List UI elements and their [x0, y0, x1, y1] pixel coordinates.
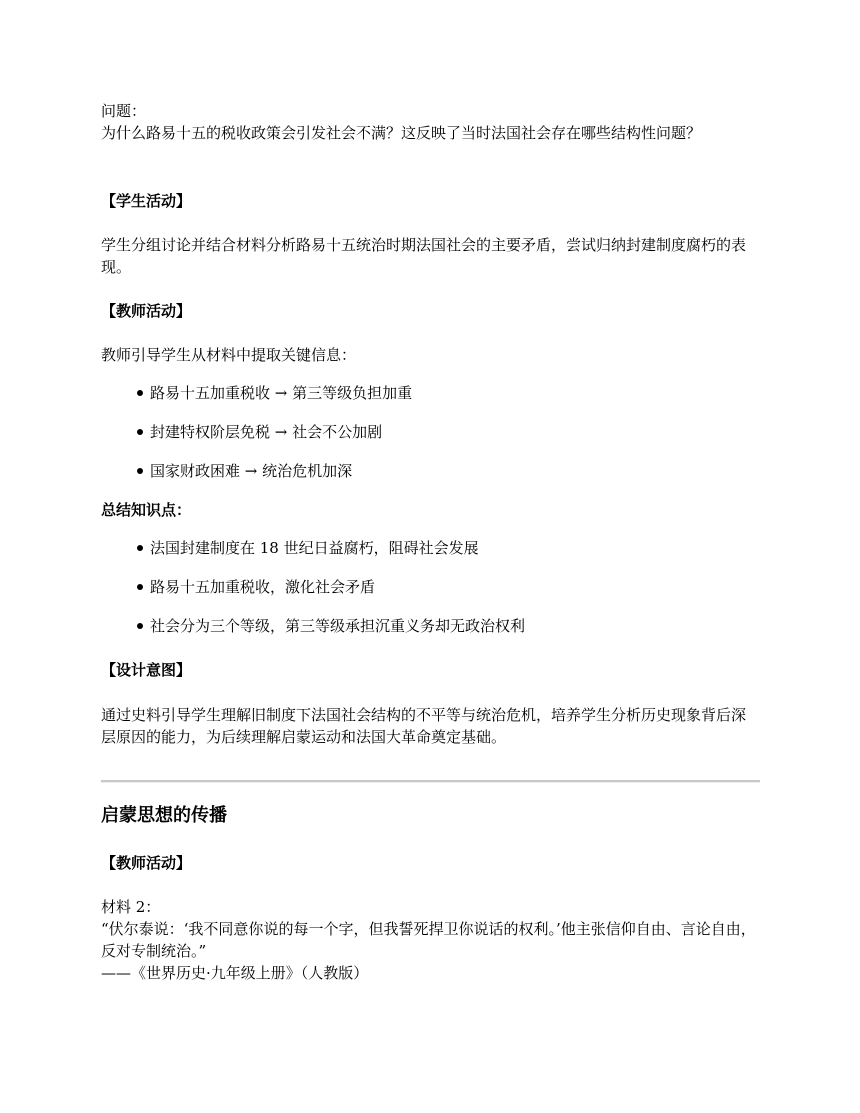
problem-text: 为什么路易十五的税收政策会引发社会不满？这反映了当时法国社会存在哪些结构性问题？	[101, 124, 702, 142]
section-title: 启蒙思想的传播	[101, 805, 227, 826]
bullet-icon	[137, 584, 143, 590]
bullet-icon	[137, 390, 143, 396]
design-intent-text: 通过史料引导学生理解旧制度下法国社会结构的不平等与统治危机，培养学生分析历史现象背后深层原因的能力，为后续理解启蒙运动和法国大革命奠定基础。	[101, 706, 747, 746]
teacher-activity-heading-2: 【教师活动】	[101, 854, 192, 872]
list-item-text: 国家财政困难 → 统治危机加深	[150, 462, 353, 480]
list-item	[137, 421, 760, 443]
list-item	[137, 576, 760, 598]
bullet-icon	[137, 623, 143, 629]
student-activity-heading: 【学生活动】	[101, 192, 192, 210]
material-label: 材料 2：	[101, 898, 161, 916]
list-item	[137, 460, 760, 482]
list-item-text: 社会分为三个等级，第三等级承担沉重义务却无政治权利	[150, 617, 526, 635]
material-quote: “伏尔泰说：‘我不同意你说的每一个字，但我誓死捍卫你说话的权利。’他主张信仰自由、言论自由，反对专制统治。”	[101, 920, 756, 960]
problem-label: 问题：	[101, 102, 147, 120]
list-item-text: 法国封建制度在 18 世纪日益腐朽，阻碍社会发展	[150, 539, 479, 557]
list-item	[137, 537, 760, 559]
teacher-activity-intro: 教师引导学生从材料中提取关键信息：	[101, 346, 357, 364]
teacher-activity-heading: 【教师活动】	[101, 302, 192, 320]
list-item-text: 路易十五加重税收 → 第三等级负担加重	[150, 384, 413, 402]
bullet-icon	[137, 545, 143, 551]
section-divider	[101, 780, 760, 783]
material-source: ——《世界历史·九年级上册》（人教版）	[101, 964, 369, 982]
student-activity-text: 学生分组讨论并结合材料分析路易十五统治时期法国社会的主要矛盾，尝试归纳封建制度腐朽的表现。	[101, 236, 747, 276]
list-item-text: 封建特权阶层免税 → 社会不公加剧	[150, 423, 383, 441]
design-intent-heading: 【设计意图】	[101, 661, 192, 679]
list-item	[137, 615, 760, 637]
bullet-icon	[137, 429, 143, 435]
summary-heading: 总结知识点：	[101, 501, 192, 519]
bullet-icon	[137, 468, 143, 474]
list-item	[137, 382, 760, 404]
list-item-text: 路易十五加重税收，激化社会矛盾	[150, 578, 376, 596]
